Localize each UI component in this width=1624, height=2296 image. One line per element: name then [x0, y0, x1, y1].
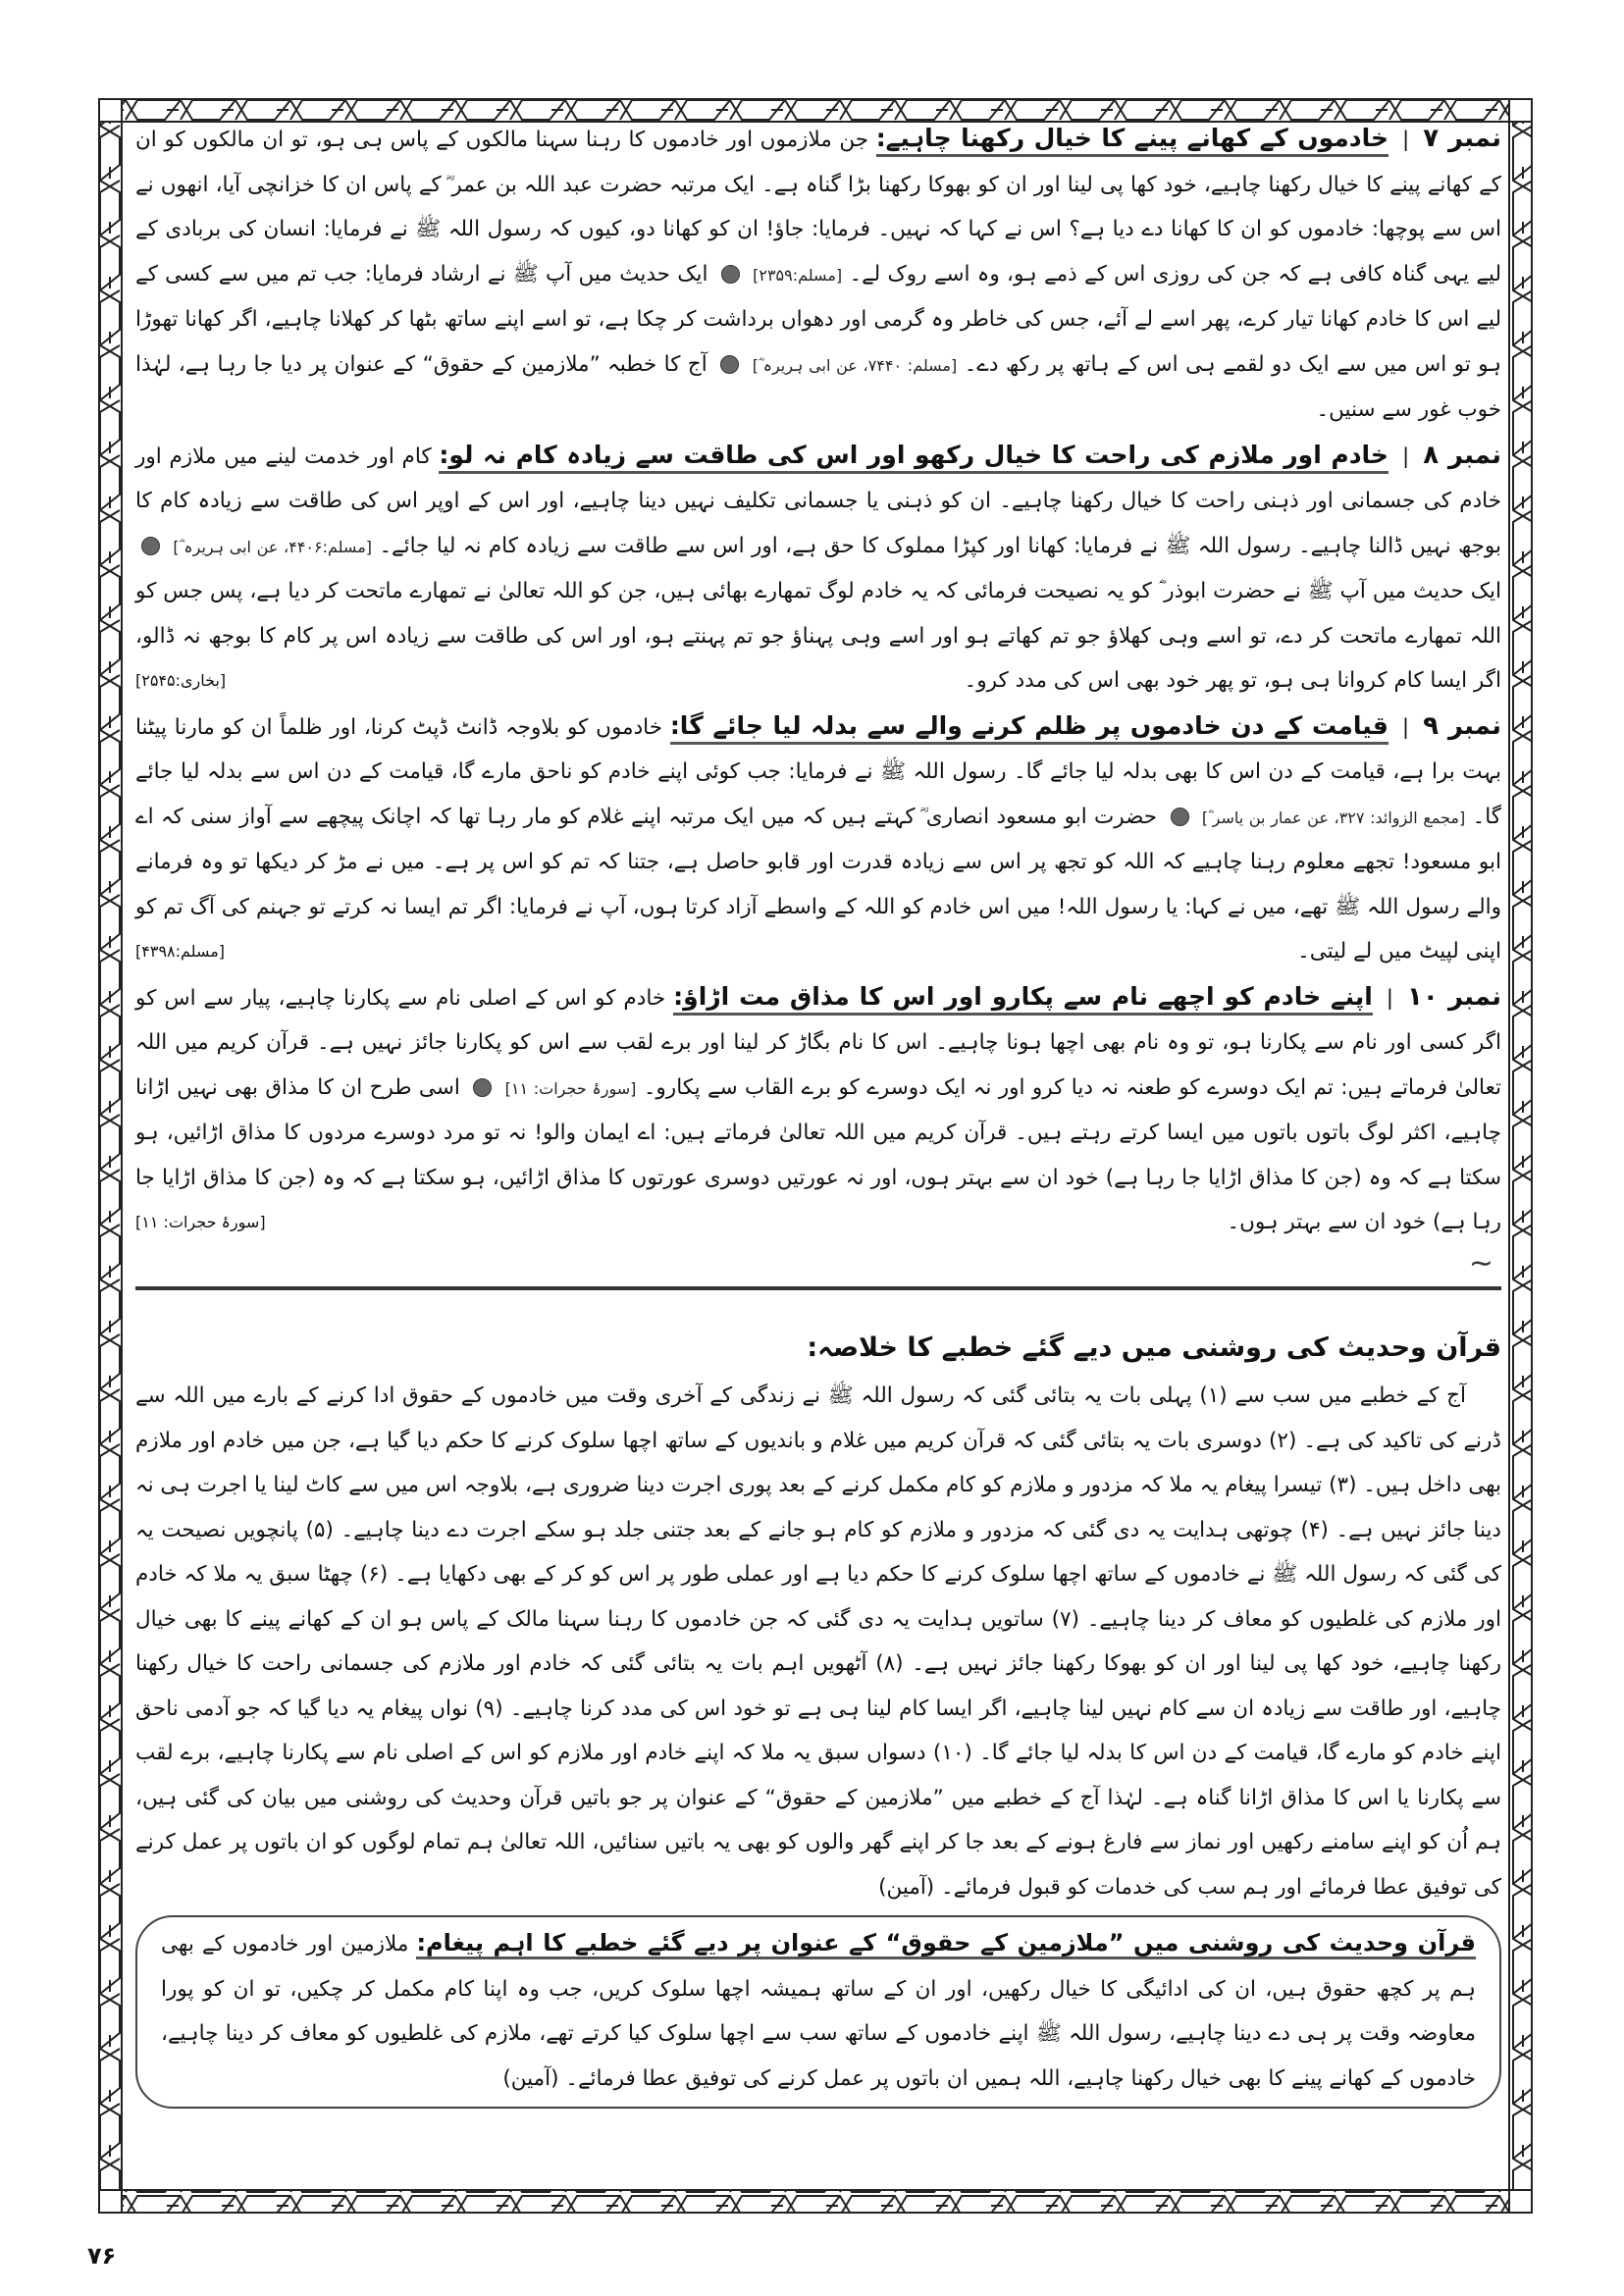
section-title: قیامت کے دن خادموں پر ظلم کرنے والے سے بدلہ لیا جائے گا: [670, 711, 1388, 745]
section-10 [135, 974, 1501, 1245]
section-title: اپنے خادم کو اچھے نام سے پکارو اور اس کا مذاق مت اڑاؤ: [673, 982, 1373, 1016]
section-number: نمبر ۸ [1423, 440, 1501, 470]
summary-heading: قرآن وحدیث کی روشنی میں دیے گئے خطبے کا خلاصہ: [807, 1331, 1501, 1363]
section-number: نمبر ۷ [1423, 124, 1501, 153]
flourish-icon: ∽ [1468, 1246, 1493, 1280]
bullet-dot-icon [473, 1078, 492, 1097]
section-body-continued: اسی طرح ان کا مذاق بھی نہیں اڑانا چاہیے، اکثر لوگ باتوں باتوں میں ایسا کرتے رہتے ہیں۔ قرآن کریم میں اللہ تعالیٰ فرماتے ہیں: اے ایمان والو! نہ تو مرد دوسرے مردوں کا مذاق اڑائیں، ہو سکتا ہے کہ وہ (جن کا مذاق اڑایا جا رہا ہے) خود ان سے بہتر ہوں، اور نہ عورتیں دوسری عورتوں کا مذاق اڑائیں، ہو سکتا ہے کہ وہ (جن کا مذاق اڑایا جا رہا ہے) خود ان سے بہتر ہوں۔ [135, 1074, 1501, 1234]
section-body: خادم کو اس کے اصلی نام سے پکارنا چاہیے، پیار سے اس کو اگر کسی اور نام سے پکارنا ہو، تو وہ نام بھی اچھا ہونا چاہیے۔ اس کا نام بگاڑ کر لینا اور برے لقب سے اس کو پکارنا جائز نہیں ہے۔ قرآن کریم میں اللہ تعالیٰ فرماتے ہیں: تم ایک دوسرے کو طعنہ نہ دیا کرو اور نہ ایک دوسرے کو برے القاب سے پکارو۔ [135, 985, 1501, 1100]
section-9 [135, 704, 1501, 974]
section-body-continued: ایک حدیث میں آپ ﷺ نے ارشاد فرمایا: جب تم میں سے کسی کے لیے اس کا خادم کھانا تیار کرے، پھر اسے لے آئے، جس کی خاطر وہ گرمی اور دھواں برداشت کر چکا ہے، تو اسے اپنے ساتھ بٹھا کر کھلانا چاہیے، اگر کھانا تھوڑا ہو تو اس میں سے ایک دو لقمے ہی اس کے ہاتھ پر رکھ دے۔ [135, 261, 1501, 377]
reference: [سورۂ حجرات: ۱۱] [504, 1078, 637, 1098]
page-number: ۷۶ [87, 2242, 117, 2270]
reference: [مجمع الزوائد: ۳۲۷، عن عمار بن یاسر ؓ] [1201, 808, 1466, 827]
bullet-dot-icon [720, 355, 739, 374]
key-message [161, 1921, 1476, 2101]
reference: [مسلم:۴۳۹۸] [135, 942, 226, 961]
divider-rule [135, 1286, 1501, 1290]
bullet-dot-icon [1171, 808, 1189, 826]
key-message-body: ملازمین اور خادموں کے بھی ہم پر کچھ حقوق ہیں، ان کی ادائیگی کا خیال رکھیں، اور ان کے ساتھ ہمیشہ اچھا سلوک کریں، جب وہ اپنا کام مکمل کر چکیں، تو ان کو پورا معاوضہ وقت پر ہی دے دینا چاہیے، رسول اللہ ﷺ اپنے خادموں کے ساتھ سب سے اچھا سلوک کیا کرتے تھے، ملازم کی غلطیوں کو معاف کر دینا چاہیے، خادموں کے کھانے پینے کا بھی خیال رکھنا چاہیے، اللہ ہمیں ان باتوں پر عمل کرنے کی توفیق عطا فرمائے۔ (آمین) [161, 1932, 1476, 2091]
bullet-dot-icon [721, 265, 740, 284]
section-title: خادم اور ملازم کی راحت کا خیال رکھو اور اس کی طاقت سے زیادہ کام نہ لو: [439, 441, 1388, 474]
section-body: خادموں کو بلاوجہ ڈانٹ ڈپٹ کرنا، اور ظلماً ان کو مارنا پیٹنا بہت برا ہے، قیامت کے دن اس کا بھی بدلہ لیا جائے گا۔ رسول اللہ ﷺ نے فرمایا: جب کوئی اپنے خادم کو ناحق مارے گا، قیامت کے دن اس سے بدلہ لیا جائے گا۔ [135, 714, 1502, 829]
section-body-continued: حضرت ابو مسعود انصاری ؓ کہتے ہیں کہ میں ایک مرتبہ اپنے غلام کو مار رہا تھا کہ اچانک پیچھے سے آواز سنی کہ اے ابو مسعود! تجھے معلوم رہنا چاہیے کہ اللہ کو تجھ پر اس سے زیادہ قدرت اور قابو حاصل ہے، جتنا کہ تم کو اس پر ہے۔ میں نے مڑ کر دیکھا تو وہ فرمانے والے رسول اللہ ﷺ تھے، میں نے کہا: یا رسول اللہ! میں اس خادم کو اللہ کے واسطے آزاد کرتا ہوں، آپ نے فرمایا: اگر تم ایسا نہ کرتے تو جہنم کی آگ تم کو اپنی لپیٹ میں لے لیتی۔ [135, 804, 1501, 964]
key-message-box [135, 1915, 1501, 2109]
summary-text: آج کے خطبے میں سب سے (۱) پہلی بات یہ بتائی گئی کہ رسول اللہ ﷺ نے زندگی کے آخری وقت میں خادموں کے حقوق ادا کرنے کے بارے میں اللہ سے ڈرنے کی تاکید کی ہے۔ (۲) دوسری بات یہ بتائی گئی کہ قرآن کریم میں غلام و باندیوں کے ساتھ اچھا سلوک کرنے کا حکم دیا گیا ہے، جن میں خادم اور ملازم بھی داخل ہیں۔ (۳) تیسرا پیغام یہ ملا کہ مزدور و ملازم کو کام مکمل کرنے کے بعد پوری اجرت دینا ضروری ہے، بلاوجہ اس میں سے کاٹ لینا یا اجرت ہی نہ دینا جائز نہیں ہے۔ (۴) چوتھی ہدایت یہ دی گئی کہ مزدور و ملازم کو کام ہو جانے کے بعد جتنی جلد ہو سکے اجرت دے دینا چاہیے۔ (۵) پانچویں نصیحت یہ کی گئی کہ رسول اللہ ﷺ نے خادموں کے ساتھ اچھا سلوک کرنے کا حکم دیا ہے اور عملی طور پر اس کو کر کے بھی دکھایا ہے۔ (۶) چھٹا سبق یہ ملا کہ خادم اور ملازم کی غلطیوں کو معاف کر دینا چاہیے۔ (۷) ساتویں ہدایت یہ دی گئی کہ جن خادموں کا رہنا سہنا مالک کے پاس ہو ان کے کھانے پینے کا بھی خیال رکھنا چاہیے، خود کھا پی لینا اور ان کو بھوکا رکھنا جائز نہیں ہے۔ (۸) آٹھویں اہم بات یہ بتائی گئی کہ خادم اور ملازم کی جسمانی راحت کا خیال رکھنا چاہیے، اور طاقت سے زیادہ ان سے کام نہیں لینا چاہیے، اگر ایسا کام لینا ہی ہے تو خود اس کی مدد کرنا چاہیے۔ (۹) نواں پیغام یہ دیا گیا کہ جو آدمی ناحق اپنے خادم کو مارے گا، قیامت کے دن اس کا بدلہ لیا جائے گا۔ (۱۰) دسواں سبق یہ ملا کہ اپنے خادم اور ملازم کو اس کے اصلی نام سے پکارنا چاہیے، برے لقب سے پکارنا یا اس کا مذاق اڑانا گناہ ہے۔ لہٰذا آج کے خطبے میں ”ملازمین کے حقوق“ کے عنوان پر جو باتیں قرآن وحدیث کی روشنی میں بیان کی گئی ہیں، ہم اُن کو اپنے سامنے رکھیں اور نماز سے فارغ ہونے کے بعد جا کر اپنے گھر والوں کو بھی یہ باتیں سنائیں، اللہ تعالیٰ ہم تمام لوگوں کو ان باتوں پر عمل کرنے کی توفیق عطا فرمائے اور ہم سب کی خدمات کو قبول فرمائے۔ (آمین) [135, 1383, 1502, 1900]
reference: [مسلم:۴۴۰۶، عن ابی ہریرہ ؓ] [173, 537, 373, 556]
key-message-title: قرآن وحدیث کی روشنی میں ”ملازمین کے حقوق“ کے عنوان پر دیے گئے خطبے کا اہم پیغام: [416, 1929, 1476, 1959]
section-number: نمبر ۱۰ [1407, 981, 1501, 1012]
bullet-dot-icon [141, 537, 160, 555]
section-body-continued: آج کا خطبہ ”ملازمین کے حقوق“ کے عنوان پر دیا جا رہا ہے، لہٰذا خوب غور سے سنیں۔ [135, 351, 1501, 422]
document-body [135, 116, 1501, 2109]
reference: [مسلم:۲۳۵۹] [753, 265, 843, 285]
section-body: کام اور خدمت لینے میں ملازم اور خادم کی جسمانی اور ذہنی راحت کا خیال رکھنا چاہیے۔ ان کو ذہنی یا جسمانی تکلیف نہیں دینا چاہیے، اور اس کے اوپر اس کی طاقت سے زیادہ کام کا بوجھ نہیں ڈالنا چاہیے۔ رسول اللہ ﷺ نے فرمایا: کھانا اور کپڑا مملوک کا حق ہے، اور اس سے طاقت سے زیادہ کام نہ لیا جائے۔ [135, 444, 1501, 558]
section-title: خادموں کے کھانے پینے کا خیال رکھنا چاہیے: [876, 124, 1388, 157]
section-separator: | [1401, 444, 1410, 469]
reference: [بخاری:۲۵۴۵] [135, 671, 227, 690]
section-separator: | [1386, 985, 1394, 1011]
reference: [مسلم: ۷۴۴۰، عن ابی ہریرہ ؓ] [752, 355, 958, 375]
section-divider [135, 1246, 1501, 1298]
section-separator: | [1401, 714, 1410, 740]
section-body-continued: ایک حدیث میں آپ ﷺ نے حضرت ابوذر ؓ کو یہ نصیحت فرمائی کہ یہ خادم لوگ تمھارے بھائی ہیں، جن کو اللہ تعالیٰ نے تمھارے ماتحت کر دیا ہے، پس جس کو اللہ تمھارے ماتحت کر دے، تو اسے وہی کھلاؤ جو تم کھاتے ہو اور اسے وہی پہناؤ جو تم پہنتے ہو، اور اس کی طاقت سے زیادہ اس پر کام کا بوجھ نہ ڈالو، اگر ایسا کام کروانا ہی ہو، تو پھر خود بھی اس کی مدد کرو۔ [135, 579, 1501, 693]
section-7 [135, 116, 1501, 433]
section-number: نمبر ۹ [1423, 710, 1501, 741]
section-8 [135, 433, 1501, 704]
reference: [سورۂ حجرات: ۱۱] [135, 1213, 266, 1231]
section-body: جن ملازموں اور خادموں کا رہنا سہنا مالکوں کے پاس ہی ہو، تو ان مالکوں کو ان کے کھانے پینے کا خیال رکھنا چاہیے، خود کھا پی لینا اور ان کو بھوکا رکھنا بڑا گناہ ہے۔ ایک مرتبہ حضرت عبد اللہ بن عمر ؓ کے پاس ان کا خزانچی آیا، انھوں نے اس سے پوچھا: خادموں کو ان کا کھانا دے دیا ہے؟ اس نے کہا کہ نہیں۔ فرمایا: جاؤ! ان کو کھانا دو، کیوں کہ رسول اللہ ﷺ نے فرمایا: انسان کی بربادی کے لیے یہی گناہ کافی ہے کہ جن کی روزی اس کے ذمے ہو، وہ اسے روک لے۔ [135, 128, 1502, 287]
section-separator: | [1402, 128, 1410, 152]
